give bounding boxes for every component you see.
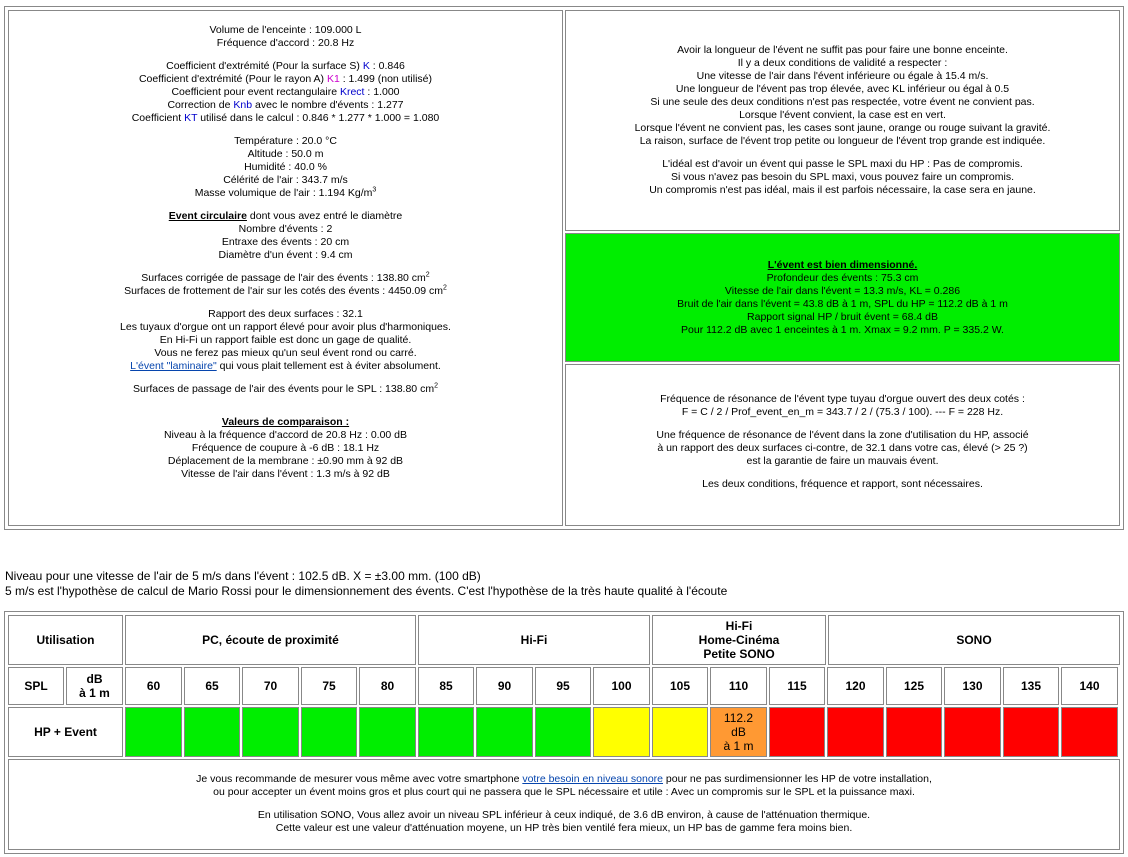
validity-line: Lorsque l'évent ne convient pas, les cases sont jaune, orange ou rouge suivant la gravité. — [634, 122, 1051, 134]
temperature-text: Température : 20.0 °C — [234, 135, 337, 147]
validity-line: Si une seule des deux conditions n'est pas respectée, votre évent ne convient pas. — [650, 96, 1035, 108]
spl-status-cell — [710, 707, 767, 757]
header-home-cinema — [652, 615, 826, 665]
left-panel — [8, 10, 563, 526]
spl-level-cell: 140 — [1061, 667, 1118, 705]
resonance-line: F = C / 2 / Prof_event_en_m = 343.7 / 2 / (75.3 / 100). --- F = 228 Hz. — [681, 406, 1004, 418]
spl-status-cell — [944, 707, 1001, 757]
result-line: Bruit de l'air dans l'évent = 43.8 dB à 1 m, SPL du HP = 112.2 dB à 1 m — [677, 298, 1008, 310]
spl-status-cell — [476, 707, 533, 757]
db-unit-line: dB — [86, 672, 103, 686]
validity-line: Avoir la longueur de l'évent ne suffit pas pour faire une bonne enceinte. — [677, 44, 1008, 56]
result-line: Pour 112.2 dB avec 1 enceintes à 1 m. Xmax = 9.2 mm. P = 335.2 W. — [681, 324, 1004, 336]
surface-ratio: Rapport des deux surfaces : 32.1 — [208, 308, 363, 320]
header-home-line: Petite SONO — [703, 647, 775, 661]
spl-label: SPL — [8, 667, 64, 705]
spl-status-cell — [886, 707, 942, 757]
spl-level-cell: 95 — [535, 667, 591, 705]
spl-status-cell — [827, 707, 884, 757]
result-panel — [565, 233, 1120, 362]
header-pc: PC, écoute de proximité — [125, 615, 416, 665]
spl-level-cell: 75 — [301, 667, 357, 705]
result-line: Vitesse de l'air dans l'évent = 13.3 m/s, KL = 0.286 — [724, 285, 961, 297]
laminar-note: L'évent "laminaire" qui vous plait tellement est à éviter absolument. — [130, 360, 441, 372]
k-coefficient: Coefficient d'extrémité (Pour la surface S) K : 0.846 — [166, 60, 405, 72]
comparison-displacement: Déplacement de la membrane : ±0.90 mm à 92 dB — [167, 455, 404, 467]
recommendation-line: En utilisation SONO, Vous allez avoir un niveau SPL inférieur à ceux indiqué, de 3.6 dB environ, à cause de l'atténuation thermique. — [257, 809, 871, 821]
celerity-text: Célérité de l'air : 343.7 m/s — [223, 174, 348, 186]
spl-level-cell: 100 — [593, 667, 650, 705]
spl-marker-line: 112.2 — [723, 711, 754, 725]
validity-line: La raison, surface de l'évent trop petite ou longueur de l'évent trop grande est indiquée. — [639, 135, 1046, 147]
validity-line: Lorsque l'évent convient, la case est en vert. — [739, 109, 946, 121]
spl-status-cell — [1003, 707, 1059, 757]
spl-level-cell: 135 — [1003, 667, 1059, 705]
spl-marker-line: dB — [731, 725, 746, 739]
spl-status-cell — [242, 707, 299, 757]
frequency-text: Fréquence d'accord : 20.8 Hz — [216, 37, 355, 49]
header-home-line: Home-Cinéma — [698, 633, 780, 647]
resonance-panel — [565, 364, 1120, 526]
event-count: Nombre d'évents : 2 — [238, 223, 333, 235]
k1-coefficient: Coefficient d'extrémité (Pour le rayon A) K1 : 1.499 (non utilisé) — [138, 73, 433, 85]
result-line: Profondeur des évents : 75.3 cm — [766, 272, 919, 284]
event-spacing: Entraxe des évents : 20 cm — [221, 236, 350, 248]
result-title: L'évent est bien dimensionné. — [767, 259, 918, 271]
humidity-text: Humidité : 40.0 % — [244, 161, 327, 173]
validity-line: Il y a deux conditions de validité a respecter : — [737, 57, 948, 69]
organ-pipe-note-3: Vous ne ferez pas mieux qu'un seul évent rond ou carré. — [154, 347, 417, 359]
header-utilisation: Utilisation — [8, 615, 123, 665]
rossi-hypothesis-line: 5 m/s est l'hypothèse de calcul de Mario Rossi pour le dimensionnement des évents. C'est l'hypothèse de la très haute qualité à l'écoute — [5, 584, 728, 598]
spl-status-cell — [535, 707, 591, 757]
resonance-line: Une fréquence de résonance de l'évent dans la zone d'utilisation du HP, associé — [656, 429, 1029, 441]
density-text: Masse volumique de l'air : 1.194 $Kg/m^3$ — [194, 186, 377, 199]
spl-level-cell: 65 — [184, 667, 240, 705]
spl-level-cell: 70 — [242, 667, 299, 705]
resonance-line: est la garantie de faire un mauvais évent. — [746, 455, 939, 467]
hp-event-label: HP + Event — [8, 707, 123, 757]
spl-level-cell: 85 — [418, 667, 474, 705]
db-unit-label — [66, 667, 123, 705]
event-diameter: Diamètre d'un évent : 9.4 cm — [218, 249, 353, 261]
recommendation-panel — [8, 759, 1120, 850]
airspeed-level-line: Niveau pour une vitesse de l'air de 5 m/s dans l'évent : 102.5 dB. X = ±3.00 mm. (100 dB) — [5, 569, 481, 583]
header-sono: SONO — [828, 615, 1120, 665]
recommendation-line: Cette valeur est une valeur d'atténuation moyene, un HP très bien ventilé fera mieux, un HP bas de gamme fera moins bien. — [275, 822, 853, 834]
spl-level-cell: 80 — [359, 667, 416, 705]
laminar-link[interactable]: L'évent "laminaire" — [130, 360, 217, 372]
spl-status-cell — [1061, 707, 1118, 757]
validity-line: L'idéal est d'avoir un évent qui passe le SPL maxi du HP : Pas de compromis. — [662, 158, 1023, 170]
spl-level-cell: 90 — [476, 667, 533, 705]
altitude-text: Altitude : 50.0 m — [247, 148, 324, 160]
validity-line: Un compromis n'est pas idéal, mais il est parfois nécessaire, la case sera en jaune. — [649, 184, 1036, 196]
sound-level-link[interactable]: votre besoin en niveau sonore — [522, 773, 664, 785]
corrected-surface: Surfaces corrigée de passage de l'air des évents : 138.80 $cm^2$ — [141, 271, 430, 284]
header-home-line: Hi-Fi — [725, 619, 753, 633]
comparison-level: Niveau à la fréquence d'accord de 20.8 Hz : 0.00 dB — [163, 429, 408, 441]
knb-coefficient: Correction de Knb avec le nombre d'évents : 1.277 — [167, 99, 404, 111]
spl-level-cell: 105 — [652, 667, 708, 705]
spl-level-cell: 130 — [944, 667, 1001, 705]
recommendation-line: Je vous recommande de mesurer vous même avec votre smartphone votre besoin en niveau sonore pour ne pas surdimensionner les HP de votre installation, — [196, 773, 932, 785]
spl-level-cell: 115 — [769, 667, 825, 705]
header-hifi: Hi-Fi — [418, 615, 650, 665]
spl-status-cell — [593, 707, 650, 757]
event-type: Event circulaire dont vous avez entré le diamètre — [168, 210, 403, 222]
spl-status-cell — [418, 707, 474, 757]
friction-surface: Surfaces de frottement de l'air sur les cotés des évents : 4450.09 $cm^2$ — [124, 284, 447, 297]
spl-status-cell — [125, 707, 182, 757]
spl-surface: Surfaces de passage de l'air des évents pour le SPL : 138.80 $cm^2$ — [133, 382, 438, 395]
krect-coefficient: Coefficient pour event rectangulaire Krect : 1.000 — [171, 86, 400, 98]
organ-pipe-note-2: En Hi-Fi un rapport faible est donc un gage de qualité. — [159, 334, 412, 346]
db-unit-line: à 1 m — [79, 686, 110, 700]
spl-level-cell: 125 — [886, 667, 942, 705]
spl-marker-line: à 1 m — [723, 739, 754, 753]
resonance-line: à un rapport des deux surfaces ci-contre, de 32.1 dans votre cas, élevé (> 25 ?) — [657, 442, 1028, 454]
comparison-cutoff: Fréquence de coupure à -6 dB : 18.1 Hz — [191, 442, 380, 454]
comparison-velocity: Vitesse de l'air dans l'évent : 1.3 m/s à 92 dB — [181, 468, 390, 480]
spl-status-cell — [301, 707, 357, 757]
resonance-line: Les deux conditions, fréquence et rapport, sont nécessaires. — [702, 478, 983, 490]
validity-line: Une longueur de l'évent pas trop élevée, avec KL inférieur ou égal à 0.5 — [675, 83, 1010, 95]
validity-conditions-panel — [565, 10, 1120, 231]
spl-level-cell: 110 — [710, 667, 767, 705]
spl-status-cell — [769, 707, 825, 757]
spl-level-cell: 120 — [827, 667, 884, 705]
organ-pipe-note-1: Les tuyaux d'orgue ont un rapport élevé pour avoir plus d'harmoniques. — [120, 321, 451, 333]
spl-status-cell — [652, 707, 708, 757]
spl-status-cell — [184, 707, 240, 757]
comparison-title: Valeurs de comparaison : — [221, 416, 350, 428]
result-line: Rapport signal HP / bruit évent = 68.4 dB — [747, 311, 938, 323]
kt-coefficient: Coefficient KT utilisé dans le calcul : 0.846 * 1.277 * 1.000 = 1.080 — [131, 112, 440, 124]
resonance-line: Fréquence de résonance de l'évent type tuyau d'orgue ouvert des deux cotés : — [660, 393, 1025, 405]
volume-text: Volume de l'enceinte : 109.000 L — [209, 24, 362, 36]
spl-status-cell — [359, 707, 416, 757]
validity-line: Une vitesse de l'air dans l'évent inférieure ou égale à 15.4 m/s. — [696, 70, 989, 82]
recommendation-line: ou pour accepter un évent moins gros et plus court qui ne passera que le SPL nécessaire et utile : Avec un compromis sur le SPL et la puissance maxi. — [213, 786, 915, 798]
validity-line: Si vous n'avez pas besoin du SPL maxi, vous pouvez faire un compromis. — [670, 171, 1015, 183]
spl-level-cell: 60 — [125, 667, 182, 705]
